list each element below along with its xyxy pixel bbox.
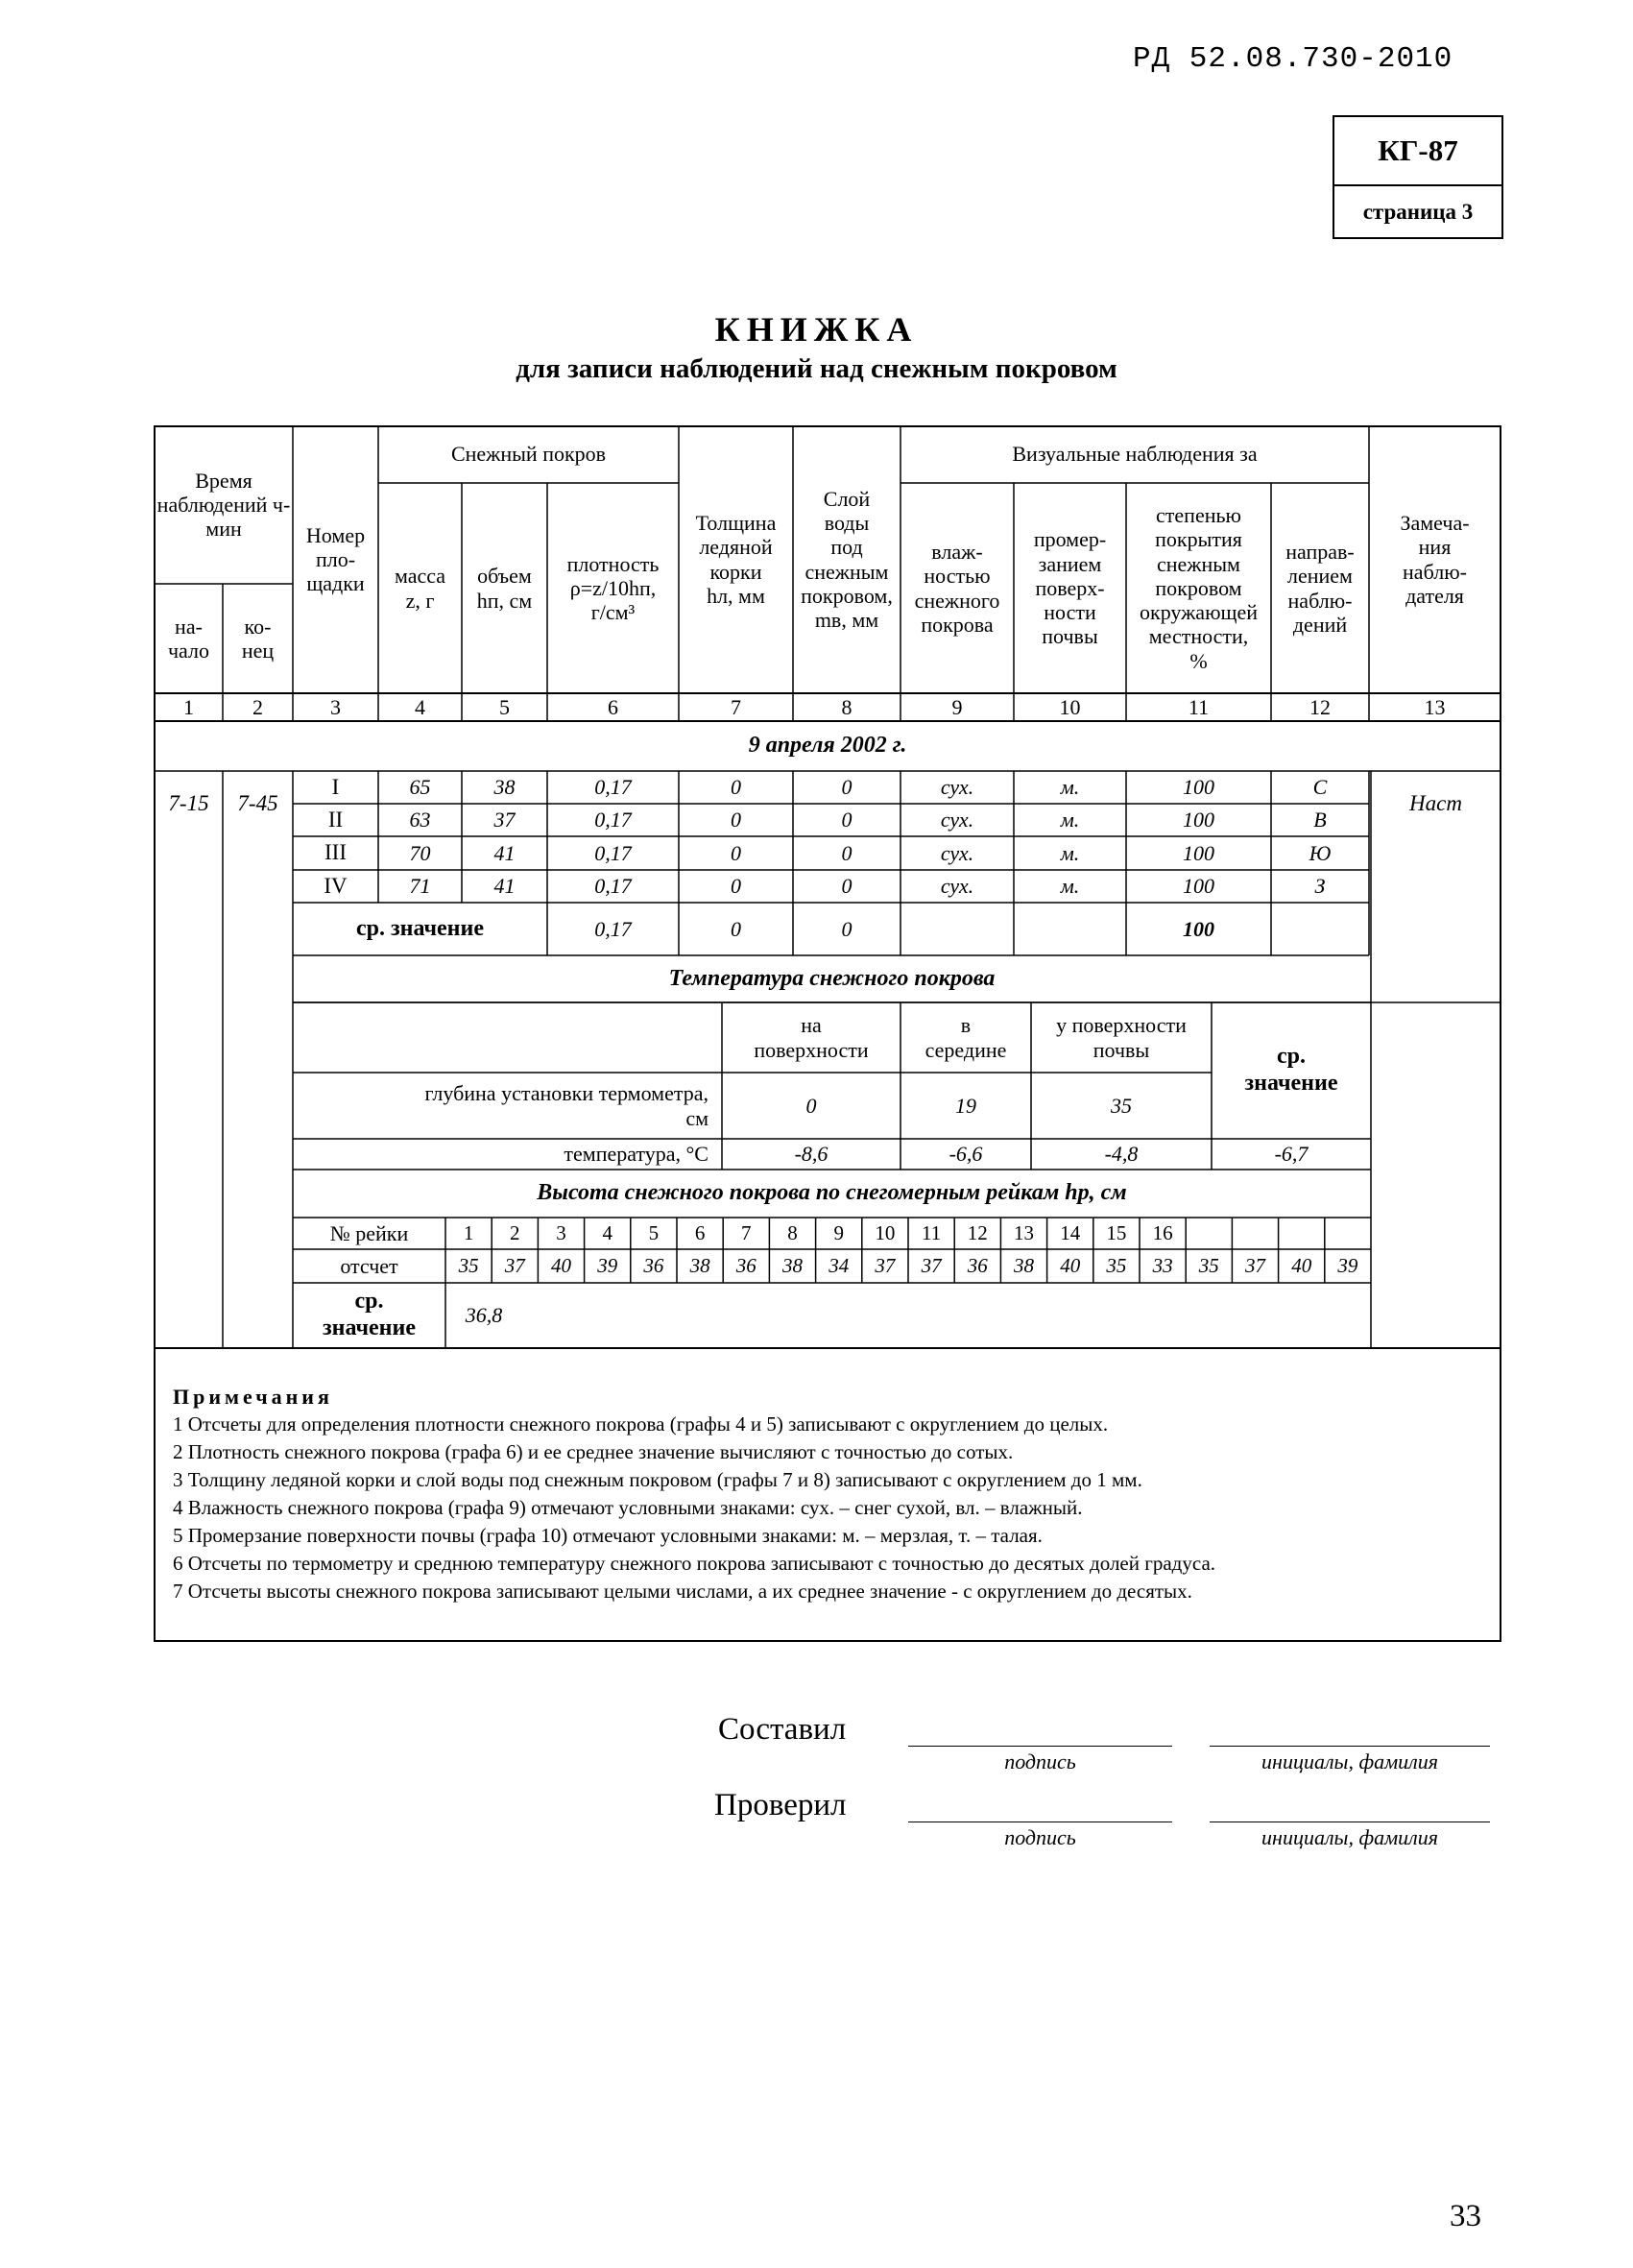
- page-number: 33: [1450, 2199, 1481, 2233]
- header-freeze: [1014, 483, 1126, 693]
- cell-water-text: 0: [841, 840, 853, 865]
- cell-freeze-text: м.: [1060, 775, 1080, 800]
- header-moisture-text: влаж- ностью снежного покрова: [914, 539, 1000, 637]
- cell-freeze: [1014, 870, 1126, 903]
- temp-depth-text: 19: [955, 1093, 976, 1118]
- cell-dir: [1271, 836, 1369, 870]
- cell-volume-text: 41: [493, 840, 516, 865]
- checked-name-caption: инициалы, фамилия: [1261, 1825, 1438, 1849]
- mean-density: [547, 903, 679, 955]
- column-number-text: 8: [841, 694, 853, 719]
- rod-reading: [862, 1249, 908, 1283]
- cell-density: [547, 804, 679, 836]
- rod-number-text: 16: [1152, 1221, 1173, 1245]
- cell-volume: [462, 870, 547, 903]
- cell-water: [793, 870, 901, 903]
- temp-header-soil-text: у поверхности почвы: [1056, 1013, 1187, 1062]
- cell-density: [547, 771, 679, 804]
- mean-ice: [679, 903, 793, 955]
- rod-reading-text: 40: [1060, 1254, 1081, 1278]
- column-number: [155, 693, 223, 721]
- cell-ice-text: 0: [731, 775, 741, 800]
- form-page: страница 3: [1362, 200, 1474, 224]
- cell-density: [547, 836, 679, 870]
- temperature-label-text: температура, °С: [564, 1142, 708, 1167]
- header-density-text: плотность ρ=z/10hп, г/см³: [566, 551, 660, 625]
- cell-freeze: [1014, 804, 1126, 836]
- header-freeze-text: промер- занием поверх- ности почвы: [1033, 527, 1107, 649]
- temp-depth: [1031, 1073, 1212, 1139]
- rod-reading-text: 36: [735, 1254, 756, 1278]
- cell-freeze-text: м.: [1060, 840, 1080, 865]
- temperature-value-text: -4,8: [1104, 1142, 1139, 1167]
- rod-reading-text: 36: [643, 1254, 664, 1278]
- time-start-text: 7-15: [168, 790, 209, 815]
- rod-number-text: 5: [648, 1221, 660, 1245]
- cell-mass: [378, 804, 462, 836]
- document-code: РД 52.08.730-2010: [1133, 42, 1453, 76]
- temp-depth: [722, 1073, 901, 1139]
- cell-cover: [1126, 836, 1271, 870]
- rod-number-text: 6: [694, 1221, 706, 1245]
- book-title: КНИЖКА: [714, 310, 919, 349]
- mean-cover-text: 100: [1183, 916, 1214, 941]
- cell-moisture-text: сух.: [940, 874, 974, 899]
- header-cover: [1126, 483, 1271, 693]
- plot-number: [293, 804, 378, 836]
- header-mass-text: масса z, г: [394, 564, 446, 613]
- plot-number-text: I: [331, 774, 340, 799]
- column-number: [793, 693, 901, 721]
- column-number: [1271, 693, 1369, 721]
- mean-ice-text: 0: [731, 916, 741, 941]
- temperature-value-text: -6,6: [949, 1142, 983, 1167]
- header-volume: [462, 483, 547, 693]
- header-remarks-text: Замеча- ния наблю- дателя: [1400, 510, 1470, 608]
- temperature-mean-text: -6,7: [1274, 1142, 1309, 1167]
- header-end-text: ко- нец: [241, 614, 275, 663]
- cell-freeze: [1014, 771, 1126, 804]
- cell-cover: [1126, 804, 1271, 836]
- temp-header-surface-text: на поверхности: [754, 1013, 869, 1062]
- column-number: [1369, 693, 1501, 721]
- rod-reading: [1140, 1249, 1186, 1283]
- cell-density-text: 0,17: [594, 874, 632, 899]
- rod-number-text: 11: [921, 1221, 942, 1245]
- column-number-text: 9: [951, 694, 963, 719]
- rods-title-text: Высота снежного покрова по снегомерным рейкам hр, см: [537, 1180, 1127, 1206]
- rods-mean-label-text: ср. значение: [322, 1289, 416, 1340]
- temperature-value: [722, 1139, 901, 1170]
- note-item: 5 Промерзание поверхности почвы (графа 10) отмечают условными знаками: м. – мерзлая, т. – талая.: [173, 1524, 1043, 1547]
- cell-water-text: 0: [841, 808, 853, 832]
- compiled-name-line: [1210, 1746, 1490, 1747]
- rod-number-text: 12: [967, 1221, 988, 1245]
- rod-number: [1325, 1218, 1371, 1249]
- cell-mass-text: 70: [409, 840, 431, 865]
- header-plot: [293, 425, 378, 693]
- rod-number: [862, 1218, 908, 1249]
- rod-number: [954, 1218, 1000, 1249]
- temp-header-mean-text: ср. значение: [1244, 1044, 1338, 1096]
- temp-depth-label: [293, 1073, 722, 1139]
- rod-number-text: 4: [602, 1221, 612, 1245]
- rod-reading-text: 40: [550, 1254, 571, 1278]
- rod-reading: [1232, 1249, 1278, 1283]
- temperature-title-text: Температура снежного покрова: [668, 965, 996, 991]
- header-start-text: на- чало: [167, 614, 209, 663]
- rod-number-text: 3: [556, 1221, 566, 1245]
- rods-mean-text: 36,8: [465, 1303, 503, 1328]
- observer-remark-text: Наст: [1409, 790, 1462, 815]
- rod-reading-text: 38: [781, 1254, 803, 1278]
- note-item: 2 Плотность снежного покрова (графа 6) и ее среднее значение вычисляют с точностью до сотых.: [173, 1440, 1014, 1463]
- rod-reading-text: 38: [1013, 1254, 1034, 1278]
- rod-reading-text: 36: [967, 1254, 988, 1278]
- cell-dir: [1271, 870, 1369, 903]
- mean-label: [293, 903, 547, 955]
- temp-header-surface: [722, 1002, 901, 1073]
- rod-number: [1047, 1218, 1093, 1249]
- header-visual-text: Визуальные наблюдения за: [1012, 442, 1258, 467]
- cell-mass: [378, 771, 462, 804]
- rod-reading: [1000, 1249, 1046, 1283]
- note-item: 4 Влажность снежного покрова (графа 9) отмечают условными знаками: сух. – снег сухой, вл. – влажный.: [173, 1496, 1083, 1519]
- column-number-text: 1: [183, 694, 194, 719]
- header-water: [793, 425, 901, 693]
- cell-mass-text: 63: [409, 808, 431, 832]
- rod-number: [816, 1218, 862, 1249]
- temp-depth-text: 35: [1111, 1093, 1132, 1118]
- rod-reading: [492, 1249, 538, 1283]
- column-number-text: 2: [252, 694, 263, 719]
- cell-density: [547, 870, 679, 903]
- header-visual: [901, 425, 1369, 483]
- column-number: [378, 693, 462, 721]
- time-start: [155, 771, 223, 836]
- plot-number: [293, 836, 378, 870]
- cell-freeze-text: м.: [1060, 874, 1080, 899]
- rod-reading-text: 37: [921, 1254, 942, 1278]
- rod-number: [1093, 1218, 1140, 1249]
- column-number-text: 4: [415, 694, 425, 719]
- header-mass: [378, 483, 462, 693]
- cell-dir-text: Ю: [1309, 840, 1332, 865]
- temp-header-middle-text: в середине: [925, 1013, 1007, 1062]
- rod-reading-text: 33: [1152, 1254, 1173, 1278]
- temperature-value: [901, 1139, 1031, 1170]
- cell-cover: [1126, 771, 1271, 804]
- rod-number: [723, 1218, 769, 1249]
- column-number-text: 3: [330, 694, 341, 719]
- temperature-label: [293, 1139, 722, 1170]
- temp-depth-text: 0: [805, 1093, 817, 1118]
- header-direction: [1271, 483, 1369, 693]
- time-end: [223, 771, 293, 836]
- rod-number: [538, 1218, 584, 1249]
- rod-reading: [954, 1249, 1000, 1283]
- column-number: [1014, 693, 1126, 721]
- rod-reading: [631, 1249, 677, 1283]
- cell-volume: [462, 836, 547, 870]
- cell-density-text: 0,17: [594, 775, 632, 800]
- header-volume-text: объем hп, см: [476, 564, 533, 613]
- cell-cover-text: 100: [1183, 840, 1214, 865]
- cell-volume: [462, 771, 547, 804]
- temperature-value-text: -8,6: [794, 1142, 829, 1167]
- rod-reading: [677, 1249, 723, 1283]
- cell-volume-text: 38: [493, 775, 516, 800]
- cell-dir-text: С: [1312, 775, 1328, 800]
- header-ice-text: Толщина ледяной корки hл, мм: [695, 510, 777, 608]
- column-number-text: 10: [1059, 694, 1081, 719]
- rod-number: [908, 1218, 954, 1249]
- rod-number: [585, 1218, 631, 1249]
- rod-reading: [585, 1249, 631, 1283]
- temp-header-mean: [1212, 1002, 1371, 1139]
- mean-label-text: ср. значение: [355, 915, 484, 941]
- temp-header-soil: [1031, 1002, 1212, 1073]
- cell-cover-text: 100: [1183, 808, 1214, 832]
- rod-reading: [816, 1249, 862, 1283]
- book-subtitle: для записи наблюдений над снежным покровом: [516, 353, 1117, 384]
- rod-number: [1232, 1218, 1278, 1249]
- column-number-text: 11: [1188, 694, 1210, 719]
- column-number-text: 5: [499, 694, 510, 719]
- cell-volume: [462, 804, 547, 836]
- rod-reading: [908, 1249, 954, 1283]
- column-number: [679, 693, 793, 721]
- plot-number-text: II: [327, 807, 344, 832]
- mean-density-text: 0,17: [594, 916, 632, 941]
- cell-mass-text: 71: [409, 874, 431, 899]
- rod-reading-text: 37: [875, 1254, 896, 1278]
- note-item: 6 Отсчеты по термометру и среднюю температуру снежного покрова записывают с точностью до десятых долей градуса.: [173, 1552, 1216, 1575]
- rod-number-text: 15: [1106, 1221, 1127, 1245]
- rod-number: [677, 1218, 723, 1249]
- header-end: [223, 584, 293, 693]
- plot-number: [293, 870, 378, 903]
- rod-reading-text: 35: [1198, 1254, 1219, 1278]
- rod-reading: [1093, 1249, 1140, 1283]
- compiled-signature-caption: подпись: [1004, 1749, 1076, 1773]
- temp-header-middle: [901, 1002, 1031, 1073]
- rod-number-text: 8: [787, 1221, 798, 1245]
- rod-reading: [1325, 1249, 1371, 1283]
- cell-freeze: [1014, 836, 1126, 870]
- rod-number: [492, 1218, 538, 1249]
- header-snow-text: Снежный покров: [450, 442, 607, 467]
- rod-reading-text: 35: [458, 1254, 479, 1278]
- cell-moisture: [901, 836, 1014, 870]
- temperature-value: [1031, 1139, 1212, 1170]
- rod-reading: [1186, 1249, 1232, 1283]
- cell-moisture-text: сух.: [940, 840, 974, 865]
- header-snow: [378, 425, 679, 483]
- rods-title: [293, 1170, 1371, 1218]
- cell-moisture-text: сух.: [940, 775, 974, 800]
- cell-water-text: 0: [841, 874, 853, 899]
- mean-water: [793, 903, 901, 955]
- rod-reading: [445, 1249, 492, 1283]
- cell-cover: [1126, 870, 1271, 903]
- cell-moisture: [901, 804, 1014, 836]
- rod-number-text: 2: [510, 1221, 520, 1245]
- rod-number: [1186, 1218, 1232, 1249]
- rods-reading-label-text: отсчет: [340, 1253, 398, 1278]
- cell-ice: [679, 870, 793, 903]
- cell-mass: [378, 836, 462, 870]
- plot-number-text: IV: [324, 873, 348, 898]
- cell-ice: [679, 836, 793, 870]
- rod-number: [445, 1218, 492, 1249]
- cell-moisture-text: сух.: [940, 808, 974, 832]
- form-code: КГ-87: [1378, 133, 1458, 167]
- cell-density-text: 0,17: [594, 808, 632, 832]
- column-number: [223, 693, 293, 721]
- header-start: [155, 584, 223, 693]
- header-plot-text: Номер пло- щадки: [305, 522, 366, 596]
- rod-number: [769, 1218, 815, 1249]
- rod-reading: [723, 1249, 769, 1283]
- cell-water: [793, 804, 901, 836]
- cell-dir-text: В: [1313, 808, 1327, 832]
- column-number-text: 7: [731, 694, 741, 719]
- cell-volume-text: 37: [493, 808, 516, 832]
- rod-reading-text: 38: [689, 1254, 710, 1278]
- column-number: [901, 693, 1014, 721]
- checked-label: Проверил: [714, 1788, 847, 1822]
- header-ice: [679, 425, 793, 693]
- compiled-name-caption: инициалы, фамилия: [1261, 1749, 1438, 1773]
- rod-reading: [1279, 1249, 1325, 1283]
- compiled-label: Составил: [718, 1712, 847, 1747]
- cell-ice: [679, 771, 793, 804]
- observer-remark: [1371, 771, 1501, 836]
- cell-ice-text: 0: [731, 840, 741, 865]
- temperature-title: [293, 955, 1371, 1002]
- temperature-mean: [1212, 1139, 1371, 1170]
- header-moisture: [901, 483, 1014, 693]
- rod-reading-text: 35: [1106, 1254, 1127, 1278]
- rod-number-text: 7: [741, 1221, 752, 1245]
- cell-water: [793, 836, 901, 870]
- rod-number: [631, 1218, 677, 1249]
- rod-number: [1000, 1218, 1046, 1249]
- plot-number-text: III: [324, 840, 347, 865]
- rod-number-text: 10: [875, 1221, 896, 1245]
- rods-number-label: [293, 1218, 445, 1249]
- checked-signature-caption: подпись: [1004, 1825, 1076, 1849]
- rod-reading-text: 39: [597, 1254, 618, 1278]
- rod-reading-text: 37: [1244, 1254, 1265, 1278]
- column-number: [547, 693, 679, 721]
- cell-cover-text: 100: [1183, 874, 1214, 899]
- column-number: [1126, 693, 1271, 721]
- cell-water: [793, 771, 901, 804]
- cell-ice-text: 0: [731, 808, 741, 832]
- rod-number-text: 14: [1060, 1221, 1081, 1245]
- rod-number: [1140, 1218, 1186, 1249]
- rod-number-text: 9: [833, 1221, 844, 1245]
- rods-number-label-text: № рейки: [329, 1220, 409, 1245]
- cell-dir-text: З: [1314, 874, 1326, 899]
- observation-date-text: 9 апреля 2002 г.: [748, 733, 907, 759]
- cell-density-text: 0,17: [594, 840, 632, 865]
- column-number-text: 13: [1424, 694, 1446, 719]
- cell-volume-text: 41: [493, 874, 516, 899]
- note-item: 1 Отсчеты для определения плотности снежного покрова (графы 4 и 5) записывают с округлением до целых.: [173, 1412, 1109, 1436]
- header-direction-text: направ- лением наблю- дений: [1285, 539, 1355, 637]
- cell-freeze-text: м.: [1060, 808, 1080, 832]
- time-end-text: 7-45: [237, 790, 278, 815]
- column-number: [293, 693, 378, 721]
- cell-mass-text: 65: [409, 775, 431, 800]
- header-cover-text: степенью покрытия снежным покровом окружающей местности, %: [1140, 502, 1258, 673]
- header-time-text: Время наблюдений ч-мин: [156, 468, 291, 542]
- rod-reading-text: 40: [1291, 1254, 1312, 1278]
- cell-ice-text: 0: [731, 874, 741, 899]
- notes-block: [173, 1383, 1215, 1605]
- temp-depth-label-text: глубина установки термометра, см: [424, 1081, 708, 1130]
- cell-ice: [679, 804, 793, 836]
- rod-reading-text: 34: [829, 1254, 850, 1278]
- rod-reading: [1047, 1249, 1093, 1283]
- observation-date: [155, 721, 1501, 771]
- header-time: [155, 425, 293, 584]
- rods-reading-label: [293, 1249, 445, 1283]
- header-water-text: Слой воды под снежным покровом, mв, мм: [801, 486, 893, 633]
- mean-water-text: 0: [841, 916, 853, 941]
- cell-mass: [378, 870, 462, 903]
- note-item: 7 Отсчеты высоты снежного покрова записывают целыми числами, а их среднее значение - с округлением до десятых.: [173, 1580, 1192, 1603]
- cell-dir: [1271, 771, 1369, 804]
- temp-depth: [901, 1073, 1031, 1139]
- compiled-signature-line: [908, 1746, 1172, 1747]
- header-density: [547, 483, 679, 693]
- column-number-text: 12: [1309, 694, 1331, 719]
- cell-water-text: 0: [841, 775, 853, 800]
- rod-number-text: 1: [463, 1221, 474, 1245]
- rod-reading-text: 39: [1337, 1254, 1358, 1278]
- column-number-text: 6: [608, 694, 618, 719]
- rod-number: [1279, 1218, 1325, 1249]
- cell-moisture: [901, 771, 1014, 804]
- cell-dir: [1271, 804, 1369, 836]
- cell-moisture: [901, 870, 1014, 903]
- rod-reading: [538, 1249, 584, 1283]
- rod-number-text: 13: [1013, 1221, 1034, 1245]
- mean-cover: [1126, 903, 1271, 955]
- rod-reading-text: 37: [504, 1254, 525, 1278]
- rods-mean: [445, 1283, 522, 1348]
- plot-number: [293, 771, 378, 804]
- header-remarks: [1369, 425, 1501, 693]
- note-item: 3 Толщину ледяной корки и слой воды под снежным покровом (графы 7 и 8) записывают с округлением до 1 мм.: [173, 1468, 1142, 1491]
- notes-heading: Примечания: [173, 1385, 333, 1409]
- column-number: [462, 693, 547, 721]
- rods-mean-label: [293, 1283, 445, 1348]
- rod-reading: [769, 1249, 815, 1283]
- cell-cover-text: 100: [1183, 775, 1214, 800]
